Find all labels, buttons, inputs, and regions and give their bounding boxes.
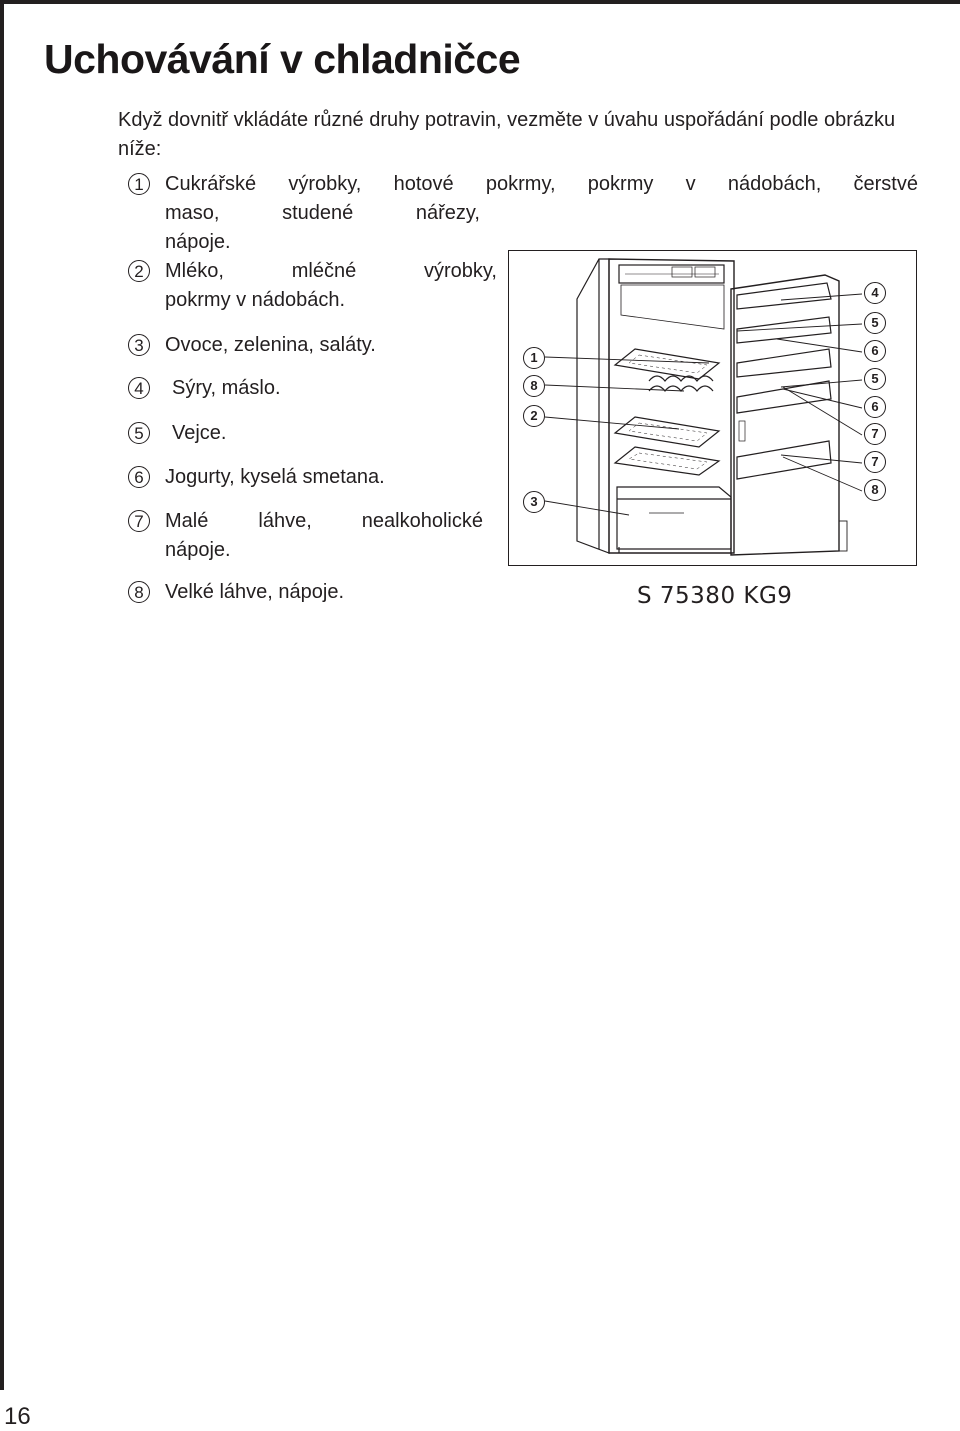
item-text: nápoje. <box>165 539 231 561</box>
callout-badge: 7 <box>864 451 886 473</box>
list-item <box>128 374 488 404</box>
callout-badge: 3 <box>523 491 545 513</box>
item-text: pokrmy v nádobách. <box>165 289 346 311</box>
callout-badge: 7 <box>864 423 886 445</box>
item-number: 7 <box>128 510 150 532</box>
item-text: Malé láhve, nealkoholické <box>165 510 483 532</box>
list-item <box>128 463 488 493</box>
callout-badge: 5 <box>864 312 886 334</box>
list-item <box>128 419 488 449</box>
item-number: 2 <box>128 260 150 282</box>
intro-paragraph: Když dovnitř vkládáte různé druhy potravin, vezměte v úvahu uspořádání podle obrázku níže: <box>118 109 896 160</box>
list-item <box>128 331 488 361</box>
list-item <box>128 578 488 608</box>
item-number: 5 <box>128 422 150 444</box>
callout-badge: 5 <box>864 368 886 390</box>
fridge-figure <box>508 250 917 566</box>
item-number: 6 <box>128 466 150 488</box>
item-number: 8 <box>128 581 150 603</box>
item-text: Vejce. <box>172 422 227 444</box>
callout-badge: 8 <box>864 479 886 501</box>
callout-badge: 4 <box>864 282 886 304</box>
top-rule <box>0 0 960 4</box>
list-item <box>128 257 508 317</box>
item-text: Jogurty, kyselá smetana. <box>165 466 385 488</box>
item-number: 1 <box>128 173 150 195</box>
callout-badge: 2 <box>523 405 545 427</box>
callout-badge: 6 <box>864 340 886 362</box>
model-code: S 75380 KG9 <box>637 583 793 609</box>
page-number: 16 <box>4 1403 31 1430</box>
item-text: Mléko, mléčné výrobky, <box>165 260 497 282</box>
fridge-drawing <box>509 251 915 564</box>
list-item <box>128 507 508 567</box>
item-number: 4 <box>128 377 150 399</box>
item-number: 3 <box>128 334 150 356</box>
item-text: Sýry, máslo. <box>172 377 281 399</box>
page-title: Uchovávání v chladničce <box>44 36 521 82</box>
list-item <box>128 170 918 260</box>
callout-badge: 6 <box>864 396 886 418</box>
item-text: nápoje. <box>165 231 231 253</box>
callout-badge: 8 <box>523 375 545 397</box>
item-text: maso, studené nářezy, <box>165 202 480 224</box>
item-text: Ovoce, zelenina, saláty. <box>165 334 376 356</box>
left-rule <box>0 0 4 1390</box>
item-text: Velké láhve, nápoje. <box>165 581 345 603</box>
item-text: Cukrářské výrobky, hotové pokrmy, pokrmy v nádobách, čerstvé <box>165 173 918 195</box>
callout-badge: 1 <box>523 347 545 369</box>
